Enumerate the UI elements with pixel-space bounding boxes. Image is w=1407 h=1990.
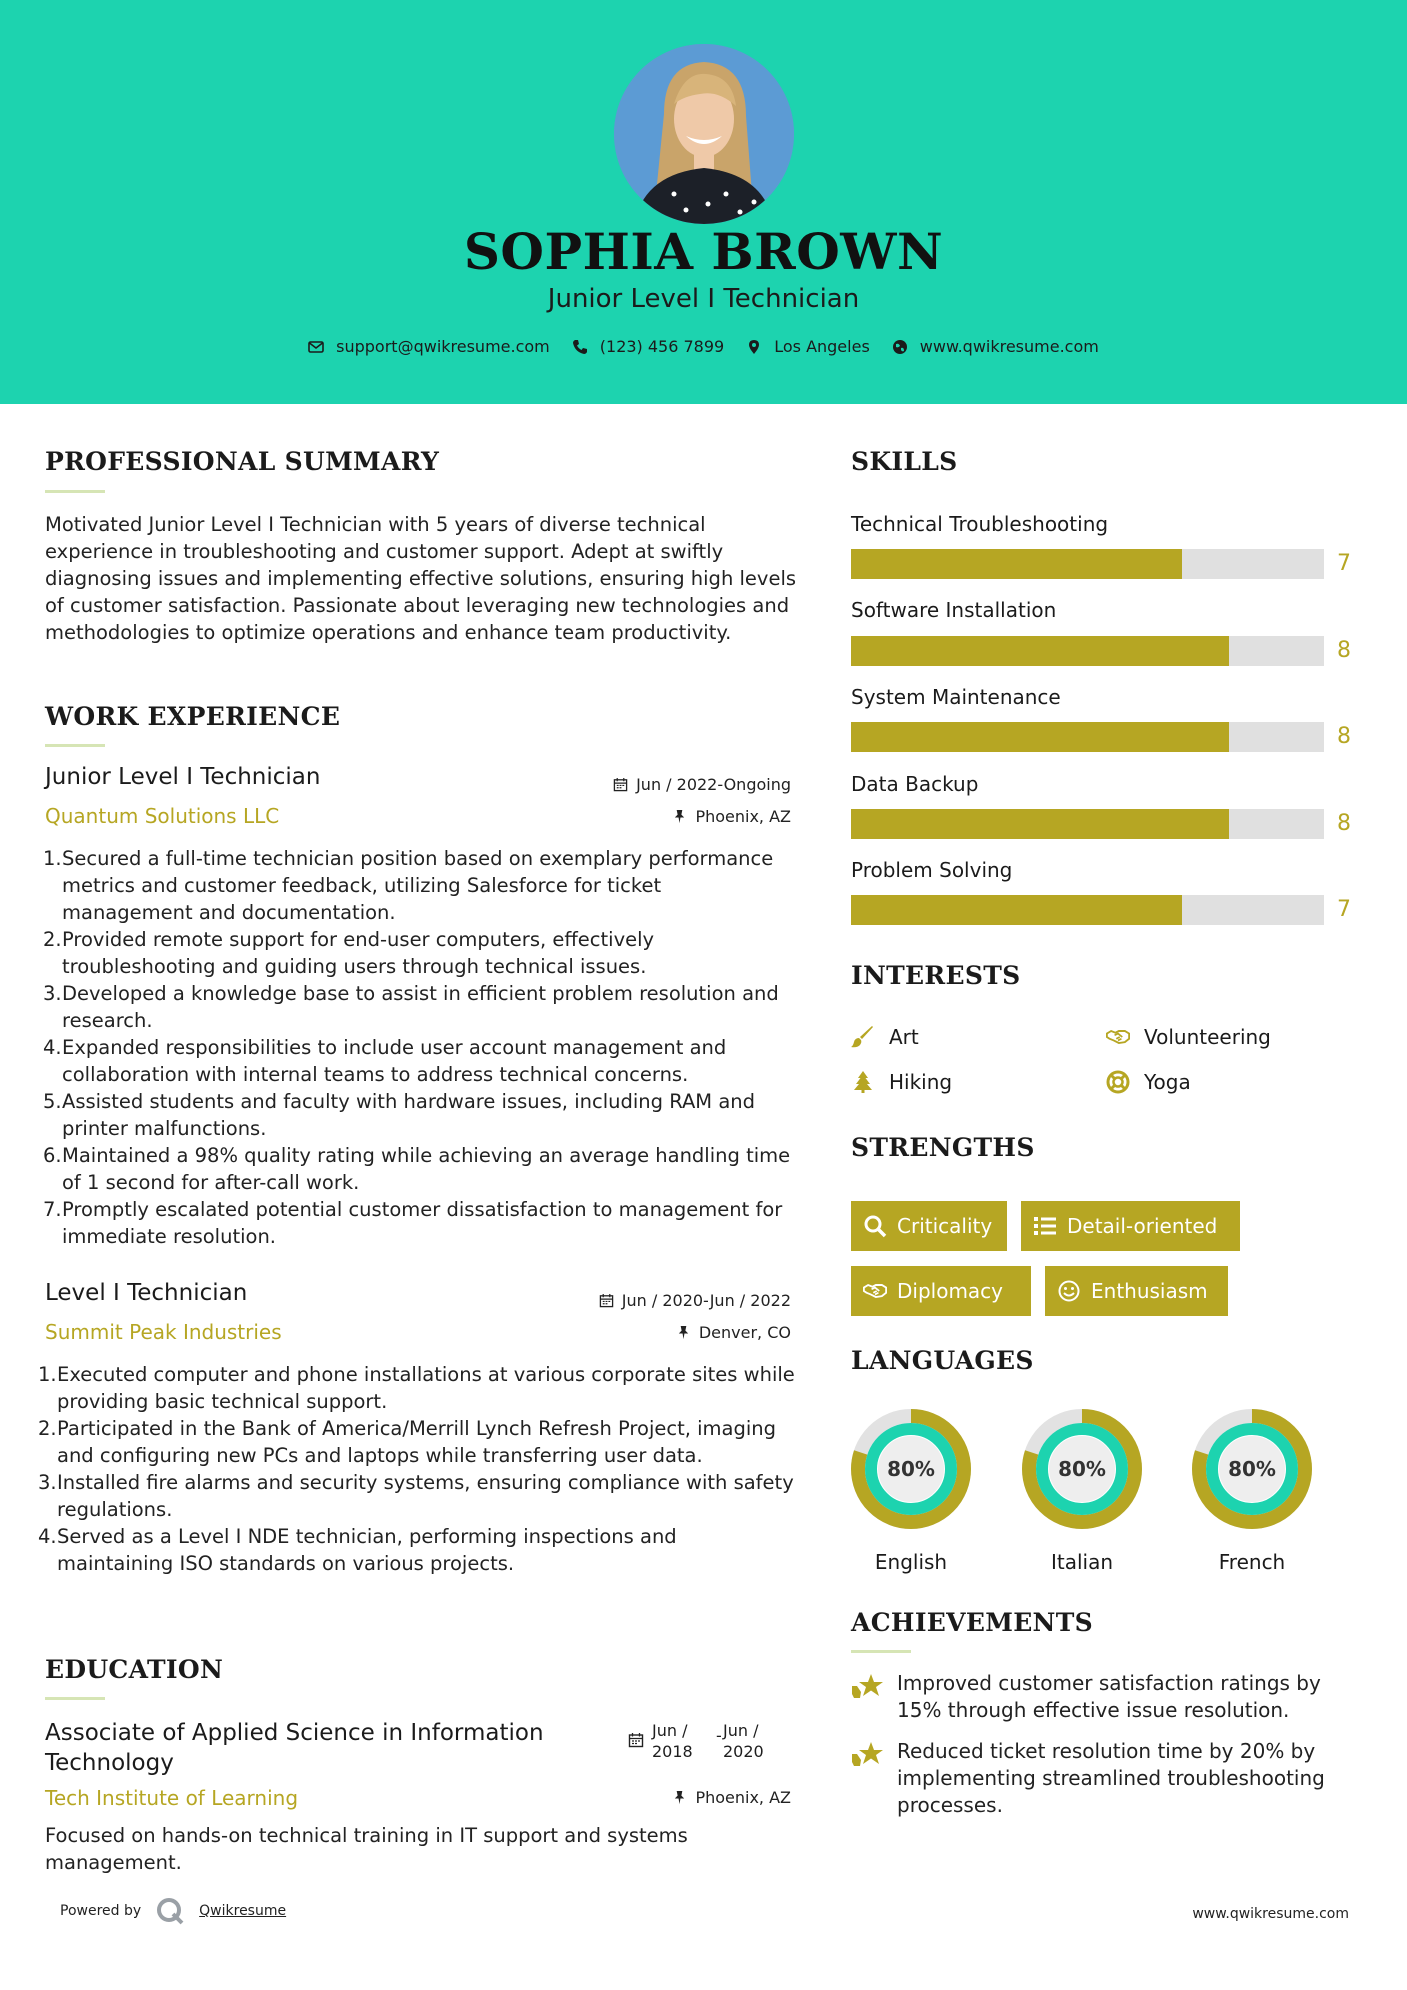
strength-badge [851,1266,1031,1316]
job-dates-text: Jun / 2020-Jun / 2022 [621,1291,791,1310]
strength-label: Enthusiasm [1091,1279,1208,1303]
language-ring [850,1408,972,1530]
skill-name: Technical Troubleshooting [851,512,1109,536]
edu-date-dash: - [716,1726,722,1745]
language-item [850,1408,972,1574]
education-heading: EDUCATION [45,1655,224,1684]
tree-icon [851,1070,875,1094]
powered-by-text: Powered by [60,1903,142,1919]
language-percent: 80% [1058,1457,1106,1481]
star-hand-icon [851,1672,885,1702]
job-location [676,1323,791,1342]
phone-text: (123) 456 7899 [599,337,725,356]
calendar-icon [628,1732,644,1748]
job-dates-text: Jun / 2022-Ongoing [636,775,791,794]
job-location-text: Denver, CO [698,1323,791,1342]
skill-bar [851,895,1324,925]
edu-end-year: 2020 [723,1742,764,1761]
company-name: Summit Peak Industries [45,1320,282,1344]
website-text: www.qwikresume.com [919,337,1099,356]
strength-label: Diplomacy [897,1279,1004,1303]
job-location-text: Phoenix, AZ [695,807,791,826]
achievements-underline [851,1650,911,1653]
skill-value: 7 [1337,551,1351,576]
skill-bar [851,809,1324,839]
qwikresume-logo-icon [155,1896,185,1926]
job-location [672,807,791,826]
skill-value: 8 [1337,724,1351,749]
school-name: Tech Institute of Learning [45,1786,299,1810]
list-item: 3. Developed a knowledge base to assist in efficient problem resolution and research. [43,982,779,1032]
interest-item [851,1070,952,1094]
paintbrush-icon [851,1025,875,1049]
calendar-icon [599,1293,614,1308]
skill-bar-fill [851,549,1182,579]
strength-label: Detail-oriented [1067,1214,1218,1238]
pushpin-icon [676,1325,691,1340]
skill-bar [851,549,1324,579]
language-percent: 80% [1228,1457,1276,1481]
list-item: 2. Participated in the Bank of America/Merrill Lynch Refresh Project, imaging and configuring new PCs and laptops while transferring user data. [38,1417,777,1467]
list-item: 4. Expanded responsibilities to include user account management and collaboration with internal teams to address technical concerns. [43,1036,727,1086]
list-item: 5. Assisted students and faculty with hardware issues, including RAM and printer malfunctions. [43,1090,756,1140]
list-icon [1033,1214,1057,1238]
skill-bar-fill [851,809,1229,839]
interest-label: Art [889,1025,919,1049]
skill-bar [851,722,1324,752]
language-name: Italian [1050,1550,1114,1574]
strengths-heading: STRENGTHS [851,1133,1035,1162]
summary-underline [45,490,105,493]
job-title: Junior Level I Technician [45,764,321,790]
search-icon [863,1214,887,1238]
language-percent: 80% [887,1457,935,1481]
envelope-icon [308,339,324,355]
skill-bar-fill [851,636,1229,666]
profile-photo [614,44,794,224]
globe-icon [892,339,908,355]
language-name: English [874,1550,948,1574]
strength-badge [1045,1266,1228,1316]
summary-text: Motivated Junior Level I Technician with 5 years of diverse technical experience in troubleshooting and customer support. Adept at swiftly diagnosing issues and implementing effective solutions, ensuring high levels of customer satisfaction. Passionate about leveraging new technologies and methodologies to optimize operations and enhance team productivity. [45,513,797,644]
skill-name: Data Backup [851,772,979,796]
handshake-icon [863,1279,887,1303]
contact-website[interactable] [892,337,1099,356]
strength-badge [851,1201,1007,1251]
skill-value: 8 [1337,638,1351,663]
achievement-text: Improved customer satisfaction ratings by 15% through effective issue resolution. [897,1671,1321,1722]
interest-label: Yoga [1144,1070,1191,1094]
achievement-item [851,1738,1371,1819]
pushpin-icon [672,1790,687,1805]
strength-label: Criticality [897,1214,993,1238]
languages-heading: LANGUAGES [851,1346,1034,1375]
skill-name: Software Installation [851,598,1057,622]
skill-bar-fill [851,895,1182,925]
location-text: Los Angeles [774,337,870,356]
language-item [1021,1408,1143,1574]
footer-powered-by [60,1896,286,1926]
education-dates [628,1720,798,1764]
header-banner [0,0,1407,404]
star-hand-icon [851,1740,885,1770]
summary-heading: PROFESSIONAL SUMMARY [45,447,440,476]
handshake-icon [1106,1025,1130,1049]
education-description: Focused on hands-on technical training in IT support and systems management. [45,1824,688,1874]
job-responsibilities [38,1361,797,1577]
candidate-name: SOPHIA BROWN [463,222,944,281]
interest-label: Hiking [889,1070,953,1094]
edu-end-month: Jun / [723,1721,759,1740]
calendar-icon [613,777,628,792]
achievement-item [851,1670,1371,1724]
language-item [1191,1408,1313,1574]
list-item: 3. Installed fire alarms and security systems, ensuring compliance with safety regulations. [38,1471,794,1521]
footer-website[interactable]: www.qwikresume.com [1192,1906,1349,1922]
map-pin-icon [746,339,762,355]
contact-email[interactable] [308,337,550,356]
achievements-heading: ACHIEVEMENTS [851,1608,1093,1637]
contact-location [746,337,870,356]
degree-title: Associate of Applied Science in Information Technology [45,1720,544,1776]
job-title: Level I Technician [45,1280,248,1306]
education-underline [45,1697,105,1700]
list-item: 1. Secured a full-time technician position based on exemplary performance metrics and customer feedback, utilizing Salesforce for ticket management and documentation. [43,847,774,924]
pushpin-icon [672,809,687,824]
list-item: 2. Provided remote support for end-user computers, effectively troubleshooting and guiding users through technical issues. [43,928,655,978]
skill-name: Problem Solving [851,858,1013,882]
job-dates [599,1291,791,1310]
achievement-text: Reduced ticket resolution time by 20% by implementing streamlined troubleshooting processes. [897,1739,1325,1817]
skill-name: System Maintenance [851,685,1061,709]
email-text: support@qwikresume.com [336,337,550,356]
skill-value: 7 [1337,897,1351,922]
language-ring [1191,1408,1313,1530]
skill-bar-fill [851,722,1229,752]
qwikresume-link[interactable]: Qwikresume [199,1903,287,1919]
strength-badge [1021,1201,1240,1251]
skills-heading: SKILLS [851,447,958,476]
list-item: 1. Executed computer and phone installations at various corporate sites while providing basic technical support. [38,1363,795,1413]
skill-value: 8 [1337,811,1351,836]
education-location-text: Phoenix, AZ [695,1788,791,1807]
interest-item [1106,1025,1271,1049]
job-dates [613,775,791,794]
company-name: Quantum Solutions LLC [45,804,280,828]
interest-item [1106,1070,1191,1094]
skill-bar [851,636,1324,666]
experience-underline [45,744,105,747]
candidate-title: Junior Level I Technician [547,284,860,314]
phone-icon [572,339,588,355]
smile-icon [1057,1279,1081,1303]
interest-item [851,1025,919,1049]
language-ring [1021,1408,1143,1530]
edu-start-month: Jun / [652,1721,688,1740]
contact-phone[interactable] [572,337,724,356]
contact-row [0,337,1407,356]
education-location [672,1788,791,1807]
experience-heading: WORK EXPERIENCE [45,702,341,731]
job-responsibilities [43,845,797,1250]
list-item: 4. Served as a Level I NDE technician, performing inspections and maintaining ISO standards on various projects. [38,1525,677,1575]
list-item: 6. Maintained a 98% quality rating while achieving an average handling time of 1 second for after-call work. [43,1144,791,1194]
edu-start-year: 2018 [652,1742,693,1761]
interests-heading: INTERESTS [851,961,1021,990]
lifebuoy-icon [1106,1070,1130,1094]
list-item: 7. Promptly escalated potential customer dissatisfaction to management for immediate resolution. [43,1198,783,1248]
language-name: French [1218,1550,1286,1574]
interest-label: Volunteering [1144,1025,1271,1049]
